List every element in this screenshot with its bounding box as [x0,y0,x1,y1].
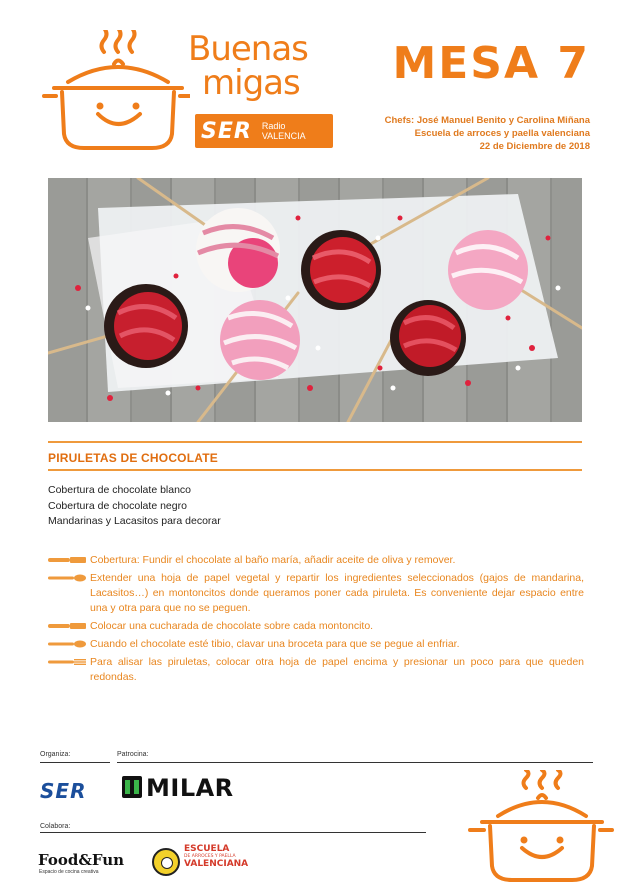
smiling-pot-icon [466,770,616,885]
spoon-icon [48,640,86,648]
ingredient-item: Cobertura de chocolate negro [48,499,187,512]
milar-sponsor-logo: MILAR [146,774,234,802]
patrocina-rule [117,762,593,763]
recipe-title-bottom-rule [48,469,582,471]
paella-pan-icon [152,848,180,876]
ingredients-list [48,483,221,530]
ingredient-item: Mandarinas y Lacasitos para decorar [48,515,221,527]
step-item: Para alisar las piruletas, colocar otra hoja de papel encima y presionar un poco para que queden redondas. [48,655,584,685]
food-and-fun-tagline: Espacio de cocina creativa [39,869,99,875]
organiza-label: Organiza: [40,751,71,758]
ser-organizer-logo: SER [40,779,87,803]
chefs-line: Chefs: José Manuel Benito y Carolina Miñana [384,115,590,126]
spatula-icon [48,622,86,630]
fork-icon [48,658,86,666]
logo-title: Buenas migas [188,29,308,103]
milar-logo-icon [122,776,142,798]
ser-logo-text: SER [201,118,252,144]
organiza-rule [40,762,110,763]
recipe-title-top-rule [48,441,582,443]
step-item: Extender una hoja de papel vegetal y repartir los ingredientes seleccionados (gajos de mandarina, Lacasitos…) en montoncitos donde queramos poner cada piruleta. Es conveniente dejar espacio entre una y otra para que no se peguen. [48,571,584,616]
recipe-photo [48,178,582,422]
step-item: Cobertura: Fundir el chocolate al baño maría, añadir aceite de oliva y remover. [48,553,584,568]
buenas-migas-logo [40,30,340,160]
smiling-pot-icon [40,30,190,155]
step-item: Colocar una cucharada de chocolate sobre cada montoncito. [48,619,584,634]
patrocina-label: Patrocina: [117,751,149,758]
colabora-rule [40,832,426,833]
step-item: Cuando el chocolate esté tibio, clavar una broceta para que se pegue al enfriar. [48,637,584,652]
date-line: 22 de Diciembre de 2018 [479,141,590,152]
chocolate-lollipops-image [48,178,582,422]
colabora-label: Colabora: [40,823,71,830]
steps-list [48,553,584,688]
spoon-icon [48,574,86,582]
escuela-logo: ESCUELA DE ARROCES Y PAELLA VALENCIANA [184,844,249,869]
table-number: MESA 7 [392,38,590,89]
chefs-info [385,114,590,153]
radio-valencia-text: Radio VALENCIA [261,121,306,141]
spatula-icon [48,556,86,564]
ingredient-item: Cobertura de chocolate blanco [48,484,192,496]
recipe-title: PIRULETAS DE CHOCOLATE [48,451,218,465]
school-line: Escuela de arroces y paella valenciana [414,128,590,139]
food-and-fun-logo: Food&Fun [38,851,125,869]
ser-radio-valencia-badge [195,114,333,148]
